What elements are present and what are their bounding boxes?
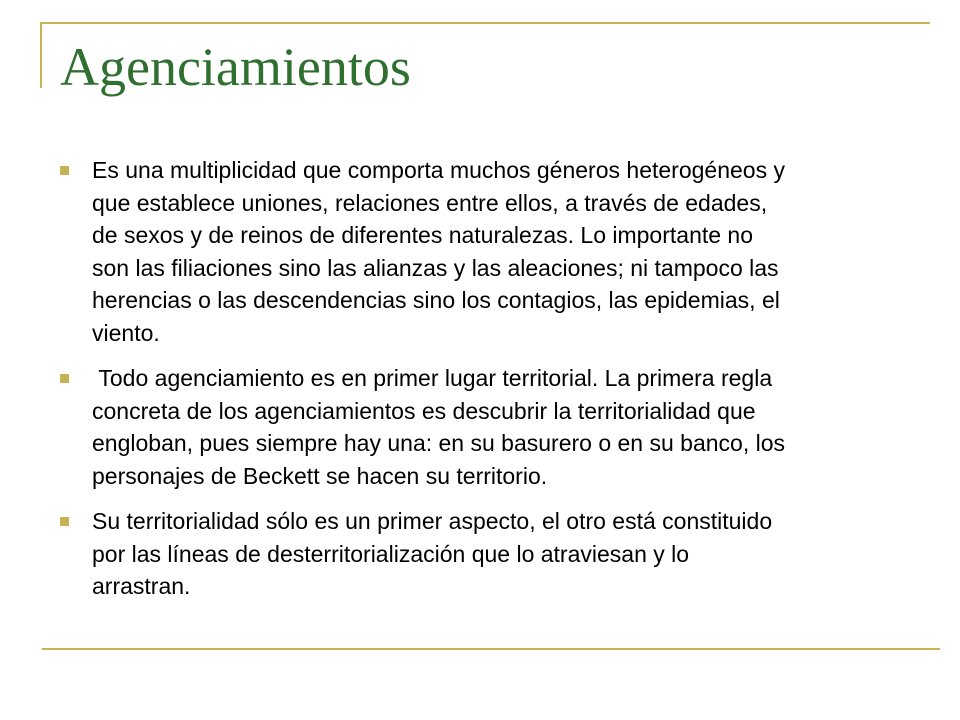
bullet-item xyxy=(58,362,908,492)
bottom-rule-divider xyxy=(42,648,940,650)
top-rule-divider xyxy=(40,22,930,24)
bullet-text xyxy=(92,154,908,349)
text-line: engloban, pues siempre hay una: en su basurero o en su banco, los xyxy=(92,430,786,456)
square-bullet-icon xyxy=(60,374,69,383)
text-line: Todo agenciamiento es en primer lugar territorial. La primera regla xyxy=(92,365,773,391)
text-line: Es una multiplicidad que comporta muchos géneros heterogéneos y xyxy=(92,157,785,183)
bullet-item xyxy=(58,154,908,349)
text-line: arrastran. xyxy=(92,573,191,599)
square-bullet-icon xyxy=(60,166,69,175)
text-line: por las líneas de desterritorialización que lo atraviesan y lo xyxy=(92,540,690,567)
bullet-text xyxy=(92,362,908,492)
text-line: de sexos y de reinos de diferentes naturalezas. Lo importante no xyxy=(92,222,754,248)
bullet-item xyxy=(58,505,908,603)
bullet-text xyxy=(92,505,908,603)
bullet-list xyxy=(58,154,908,616)
square-bullet-icon xyxy=(60,517,69,526)
text-line: personajes de Beckett se hacen su territorio. xyxy=(92,462,548,489)
slide-title: Agenciamientos xyxy=(60,37,411,97)
text-line: Su territorialidad sólo es un primer aspecto, el otro está constituido xyxy=(92,508,773,534)
text-line: que establece uniones, relaciones entre ellos, a través de edades, xyxy=(92,189,768,216)
text-line: son las filiaciones sino las alianzas y las aleaciones; ni tampoco las xyxy=(92,254,779,281)
text-line: viento. xyxy=(92,319,160,346)
text-line: herencias o las descendencias sino los contagios, las epidemias, el xyxy=(92,287,780,313)
left-rule-divider xyxy=(40,22,42,88)
text-line: concreta de los agenciamientos es descubrir la territorialidad que xyxy=(92,397,756,424)
